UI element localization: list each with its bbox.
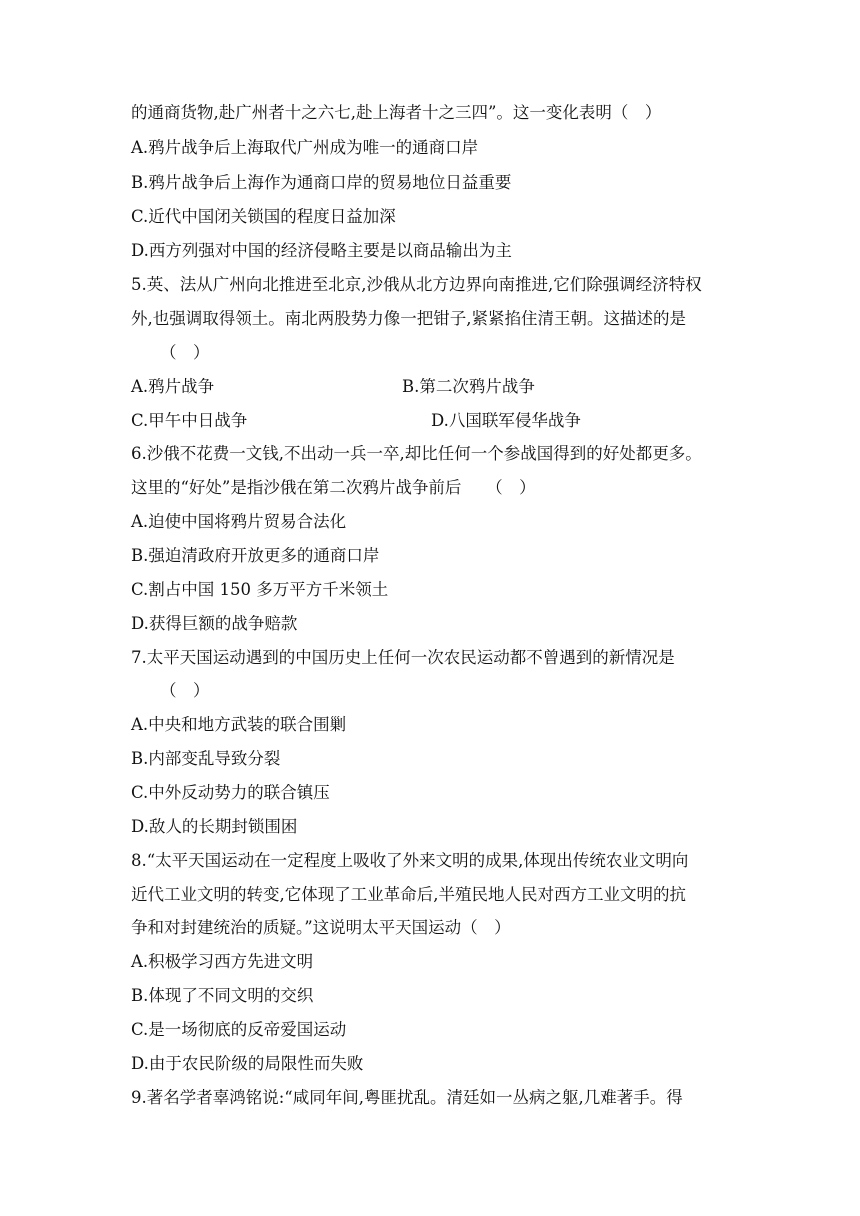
q6-option-a: A.迫使中国将鸦片贸易合法化 [131, 512, 347, 531]
q5-option-d: D.八国联军侵华战争 [431, 411, 581, 430]
q8-option-c: C.是一场彻底的反帝爱国运动 [131, 1020, 347, 1039]
q5-stem-line-2: 外,也强调取得领土。南北两股势力像一把钳子,紧紧掐住清王朝。这描述的是 [131, 309, 686, 328]
q7-option-a: A.中央和地方武装的联合围剿 [131, 715, 347, 734]
q5-stem-line-1: 5.英、法从广州向北推进至北京,沙俄从北方边界向南推进,它们除强调经济特权 [131, 275, 702, 294]
q4-option-d: D.西方列强对中国的经济侵略主要是以商品输出为主 [131, 241, 512, 260]
q8-option-d: D.由于农民阶级的局限性而失败 [131, 1054, 364, 1073]
q8-stem-line-3: 争和对封建统治的质疑。”这说明太平天国运动（ ） [131, 918, 511, 937]
q4-option-c: C.近代中国闭关锁国的程度日益加深 [131, 207, 396, 226]
q6-stem-line-2: 这里的“好处”是指沙俄在第二次鸦片战争前后 （ ） [131, 478, 536, 497]
q8-stem-line-1: 8.“太平天国运动在一定程度上吸收了外来文明的成果,体现出传统农业文明向 [131, 851, 689, 870]
q7-option-b: B.内部变乱导致分裂 [131, 749, 281, 768]
q6-option-c: C.割占中国 150 多万平方千米领土 [131, 580, 389, 599]
q8-stem-line-2: 近代工业文明的转变,它体现了工业革命后,半殖民地人民对西方工业文明的抗 [131, 885, 686, 904]
q7-option-c: C.中外反动势力的联合镇压 [131, 783, 330, 802]
q4-option-b: B.鸦片战争后上海作为通商口岸的贸易地位日益重要 [131, 173, 512, 192]
q4-option-a: A.鸦片战争后上海取代广州成为唯一的通商口岸 [131, 138, 479, 157]
q5-answer-paren: （ ） [160, 343, 210, 362]
q6-stem-line-1: 6.沙俄不花费一文钱,不出动一兵一卒,却比任何一个参战国得到的好处都更多。 [131, 444, 702, 463]
q8-option-a: A.积极学习西方先进文明 [131, 952, 314, 971]
q4-stem-continuation: 的通商货物,赴广州者十之六七,赴上海者十之三四”。这一变化表明（ ） [131, 103, 662, 122]
q7-answer-paren: （ ） [160, 681, 210, 700]
q5-option-row-1 [131, 376, 535, 398]
q9-stem-line-1: 9.著名学者辜鸿铭说:“咸同年间,粤匪扰乱。清廷如一丛病之躯,几难著手。得 [131, 1088, 683, 1107]
q5-option-row-2 [131, 410, 581, 432]
q7-stem-line-1: 7.太平天国运动遇到的中国历史上任何一次农民运动都不曾遇到的新情况是 [131, 648, 675, 667]
q6-option-d: D.获得巨额的战争赔款 [131, 614, 298, 633]
q8-option-b: B.体现了不同文明的交织 [131, 986, 314, 1005]
q7-option-d: D.敌人的长期封锁围困 [131, 817, 298, 836]
q5-option-a: A.鸦片战争 [131, 377, 215, 396]
q5-option-b: B.第二次鸦片战争 [402, 377, 535, 396]
q6-option-b: B.强迫清政府开放更多的通商口岸 [131, 546, 380, 565]
q5-option-c: C.甲午中日战争 [131, 411, 248, 430]
